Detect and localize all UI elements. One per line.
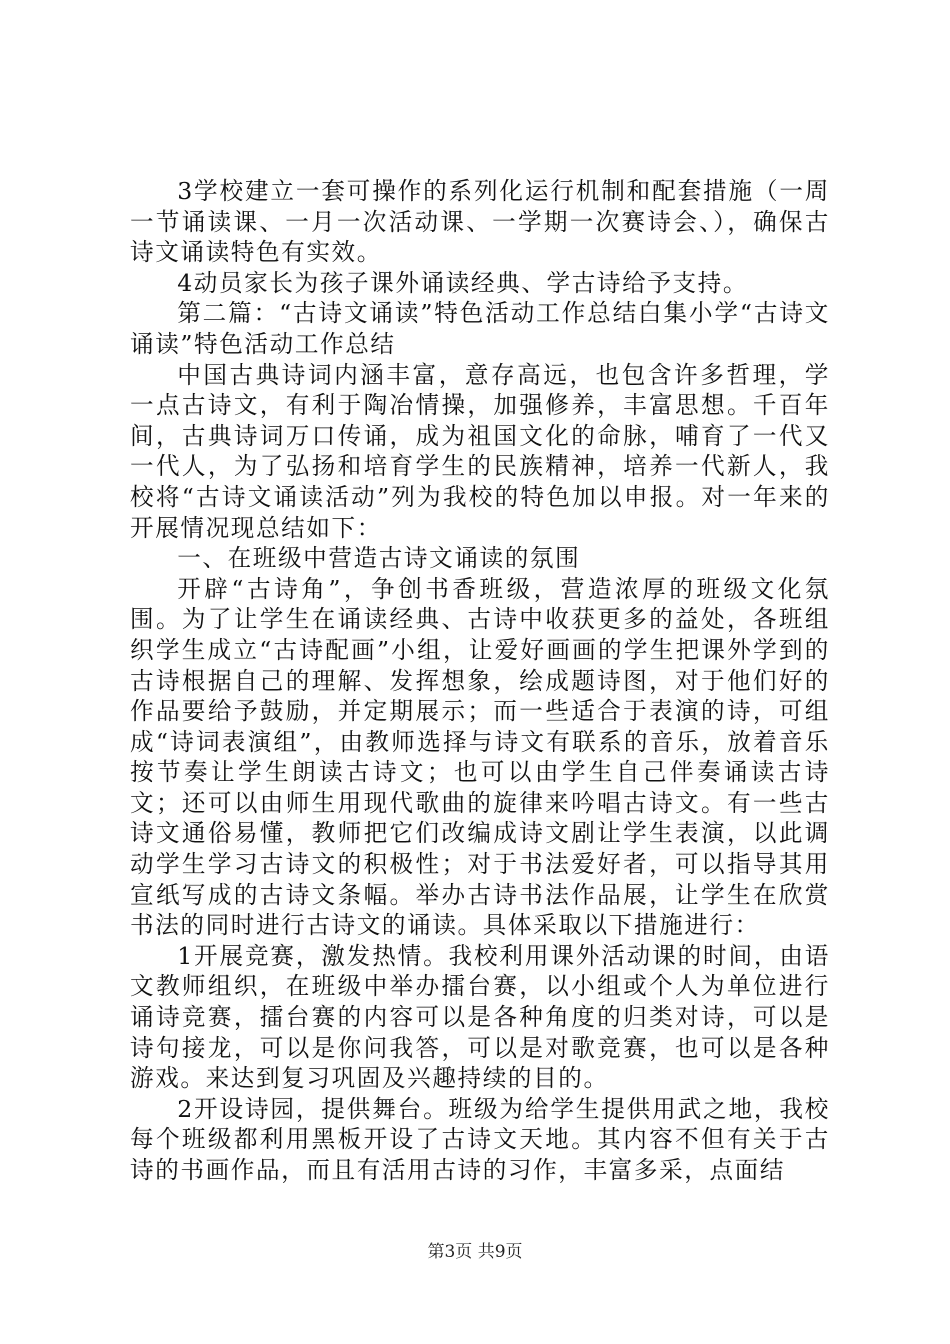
paragraph-parent-support: 4动员家长为孩子课外诵读经典、学古诗给予支持。 [177,268,749,297]
subheading-class-atmosphere: 一、在班级中营造古诗文诵读的氛围 [177,544,581,573]
page-footer: 第3页 共9页 [427,1242,523,1262]
document-body [130,176,830,1186]
paragraph-poetry-corner: 开辟“古诗角”，争创书香班级，营造浓厚的班级文化氛围。为了让学生在诵读经典、古诗中收获更多的益处，各班组织学生成立“古诗配画”小组，让爱好画画的学生把课外学到的古诗根据自己的理解、发挥想象，绘成题诗图，对于他们好的作品要给予鼓励，并定期展示；而一些适合于表演的诗，可组成“诗词表演组”，由教师选择与诗文有联系的音乐，放着音乐按节奏让学生朗读古诗文；也可以由学生自己伴奏诵读古诗文；还可以由师生用现代歌曲的旋律来吟唱古诗文。有一些古诗文通俗易懂，教师把它们改编成诗文剧让学生表演，以此调动学生学习古诗文的积极性；对于书法爱好者，可以指导其用宣纸写成的古诗文条幅。举办古诗书法作品展，让学生在欣赏书法的同时进行古诗文的诵读。具体采取以下措施进行： [130,574,830,940]
paragraph-school-mechanism: 3学校建立一套可操作的系列化运行机制和配套措施（一周一节诵读课、一月一次活动课、一学期一次赛诗会、），确保古诗文诵读特色有实效。 [130,177,830,267]
paragraph-competition: 1开展竞赛，激发热情。我校利用课外活动课的时间，由语文教师组织，在班级中举办擂台赛，以小组或个人为单位进行诵诗竞赛，擂台赛的内容可以是各种角度的归类对诗，可以是诗句接龙，可以是你问我答，可以是对歌竞赛，也可以是各种游戏。来达到复习巩固及兴趣持续的目的。 [130,941,830,1093]
paragraph-poetry-garden: 2开设诗园，提供舞台。班级为给学生提供用武之地，我校每个班级都利用黑板开设了古诗文天地。其内容不但有关于古诗的书画作品，而且有活用古诗的习作，丰富多采，点面结 [130,1094,830,1184]
section-heading-second-article: 第二篇：“古诗文诵读”特色活动工作总结白集小学“古诗文诵读”特色活动工作总结 [130,299,830,358]
paragraph-introduction: 中国古典诗词内涵丰富，意存高远，也包含许多哲理，学一点古诗文，有利于陶冶情操，加强修养，丰富思想。千百年间，古典诗词万口传诵，成为祖国文化的命脉，哺育了一代又一代人，为了弘扬和培育学生的民族精神，培养一代新人，我校将“古诗文诵读活动”列为我校的特色加以申报。对一年来的开展情况现总结如下： [130,360,830,542]
